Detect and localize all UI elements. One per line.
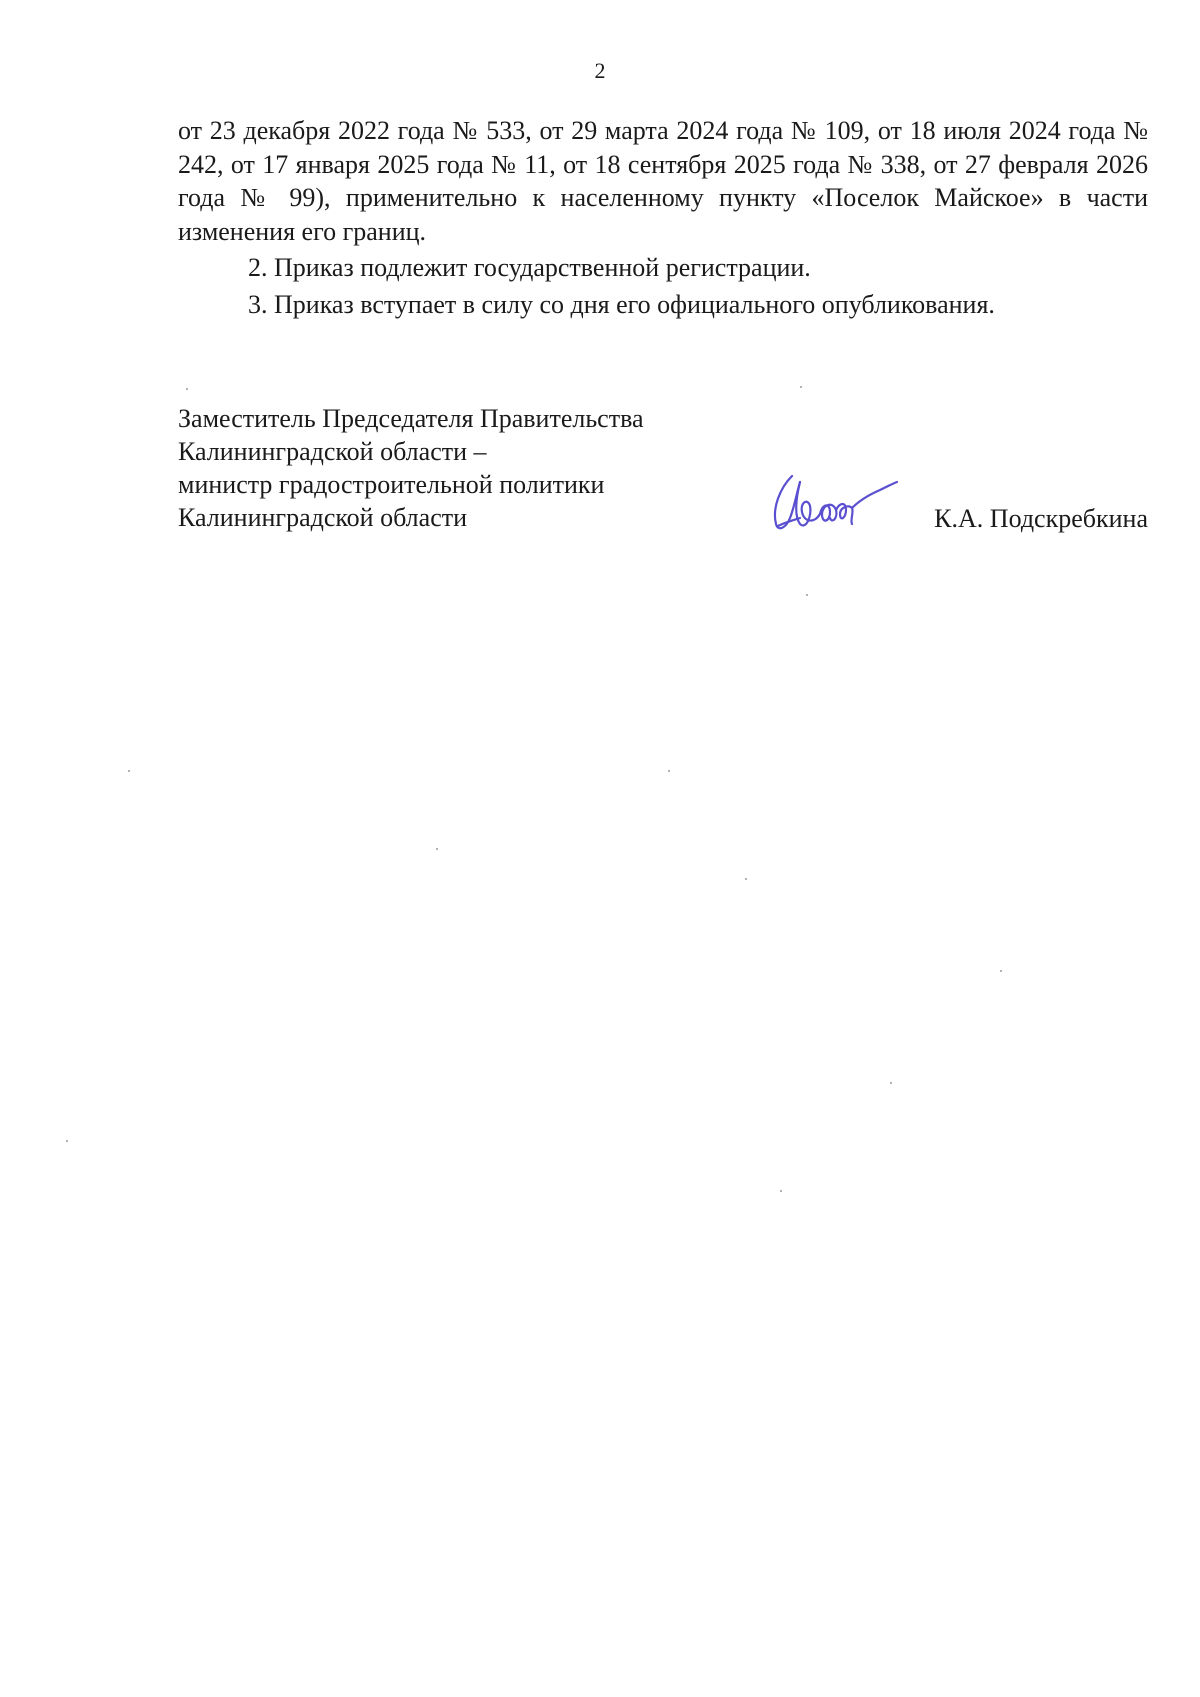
position-line: Калининградской области [178,503,468,532]
continued-paragraph: от 23 декабря 2022 года № 533, от 29 марта 2024 года № 109, от 18 июля 2024 года № 242, от 17 января 2025 года № 11, от 18 сентября 2025 года № 338, от 27 февраля 2026 года № 99), применительно к населенному пункту «Поселок Майское» в части изменения его границ. [178,116,1148,246]
page-number: 2 [594,58,606,83]
scan-speck [1000,970,1002,972]
scan-speck [800,386,802,388]
scan-speck [745,878,747,880]
scan-speck [668,770,670,772]
item-3-paragraph: 3. Приказ вступает в силу со дня его официального опубликования. [248,289,995,319]
signer-name: К.А. Подскребкина [934,504,1148,533]
scan-speck [128,770,130,772]
scan-speck [890,1082,892,1084]
position-line: министр градостроительной политики [178,470,605,499]
signatory-position [178,402,778,534]
scan-speck [780,1190,782,1192]
scan-speck [806,594,808,596]
position-line: Калининградской области – [178,437,487,466]
handwritten-signature-icon [770,468,900,540]
scan-speck [436,848,438,850]
scan-speck [66,1140,68,1142]
scan-speck [186,388,188,390]
document-body [178,114,1148,321]
item-2-paragraph: 2. Приказ подлежит государственной регистрации. [248,253,811,282]
position-line: Заместитель Председателя Правительства [178,404,644,433]
